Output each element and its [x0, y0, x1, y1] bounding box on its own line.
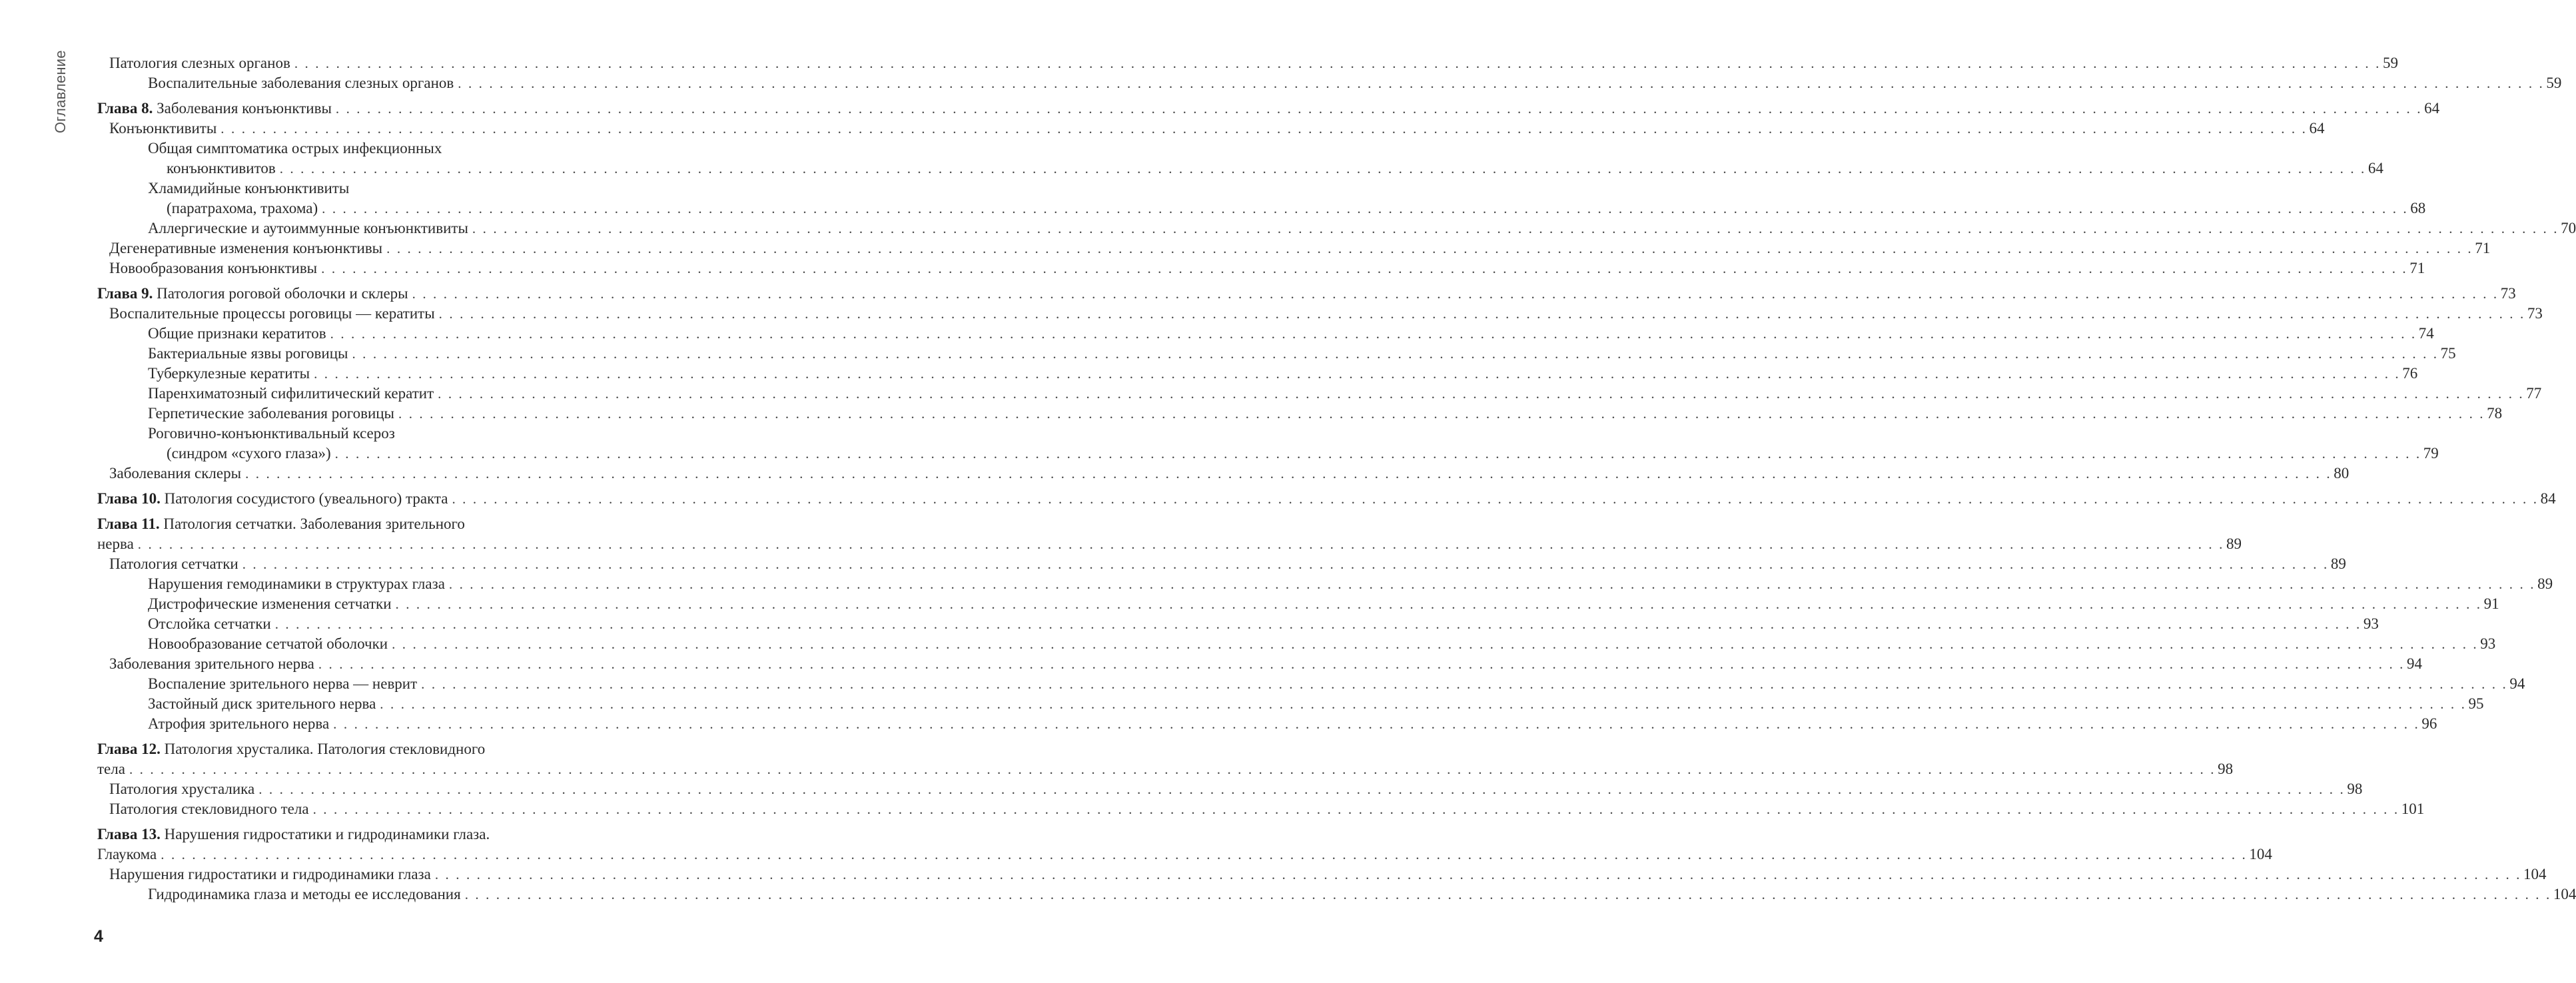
toc-section[interactable]	[97, 464, 2350, 484]
toc-line	[97, 344, 2456, 364]
toc-title-text: (синдром «сухого глаза»)	[167, 445, 331, 462]
toc-title-text: Конъюнктивиты	[109, 120, 217, 137]
toc-page-number: 71	[2475, 240, 2491, 256]
dot-leader: . . . . . . . . . . . . . . . . . . . . . . . . . . . . . . . . . . . . . . . . . . . . . . . . . . . . . . . . . . . . . . . . . . . . . . . . . . . . . . . . . . . . . . . . . . . . . . . . . . . . . . . . . . . . . . . . . . . . . . . . . . . . . . . . . . . . . . . . . . . . . . . . . . . . . . . . . . . . . . . . . . . . . . . . . . . . . . . . . . . . . . . . . . . . . . . . . . . . . . . .	[137, 536, 2224, 552]
dot-leader: . . . . . . . . . . . . . . . . . . . . . . . . . . . . . . . . . . . . . . . . . . . . . . . . . . . . . . . . . . . . . . . . . . . . . . . . . . . . . . . . . . . . . . . . . . . . . . . . . . . . . . . . . . . . . . . . . . . . . . . . . . . . . . . . . . . . . . . . . . . . . . . . . . . . . . . . . . . . . . . . . . . . . . . . . . . . . . . . . . . . . . . . . . . . . . . . . . . . . . . .	[245, 466, 2332, 482]
dot-leader: . . . . . . . . . . . . . . . . . . . . . . . . . . . . . . . . . . . . . . . . . . . . . . . . . . . . . . . . . . . . . . . . . . . . . . . . . . . . . . . . . . . . . . . . . . . . . . . . . . . . . . . . . . . . . . . . . . . . . . . . . . . . . . . . . . . . . . . . . . . . . . . . . . . . . . . . . . . . . . . . . . . . . . . . . . . . . . . . . . . . . . . . . . . . . . . . . . . . . . . .	[161, 846, 2248, 862]
toc-title-text: Заболевания зрительного нерва	[109, 655, 314, 672]
toc-chapter[interactable]	[97, 284, 2516, 304]
toc-page-number: 64	[2367, 160, 2383, 176]
chapter-label: Глава 9.	[97, 285, 153, 302]
toc-title-text: Туберкулезные кератиты	[148, 365, 310, 382]
toc-line	[97, 238, 2491, 258]
toc-line	[97, 198, 2426, 218]
toc-line	[97, 384, 2542, 404]
toc-title	[148, 614, 275, 634]
toc-title	[148, 404, 398, 424]
toc-title	[109, 53, 294, 73]
toc-page-number: 101	[2401, 801, 2425, 817]
toc-page-number: 89	[2537, 575, 2553, 592]
toc-title-text: Общие признаки кератитов	[148, 325, 326, 342]
toc-line	[97, 284, 2516, 304]
toc-line	[97, 674, 2525, 694]
toc-title	[97, 759, 129, 779]
dot-leader: . . . . . . . . . . . . . . . . . . . . . . . . . . . . . . . . . . . . . . . . . . . . . . . . . . . . . . . . . . . . . . . . . . . . . . . . . . . . . . . . . . . . . . . . . . . . . . . . . . . . . . . . . . . . . . . . . . . . . . . . . . . . . . . . . . . . . . . . . . . . . . . . . . . . . . . . . . . . . . . . . . . . . . . . . . . . . . . . . . . . . . . . . . . . . . . . . . . . . . . .	[318, 656, 2405, 672]
dot-leader: . . . . . . . . . . . . . . . . . . . . . . . . . . . . . . . . . . . . . . . . . . . . . . . . . . . . . . . . . . . . . . . . . . . . . . . . . . . . . . . . . . . . . . . . . . . . . . . . . . . . . . . . . . . . . . . . . . . . . . . . . . . . . . . . . . . . . . . . . . . . . . . . . . . . . . . . . . . . . . . . . . . . . . . . . . . . . . . . . . . . . . . . . . . . . . . . . . . . . . . .	[220, 121, 2308, 137]
toc-title-text: Герпетические заболевания роговицы	[148, 405, 395, 422]
toc-title	[148, 884, 465, 904]
toc-title-text: Атрофия зрительного нерва	[148, 715, 330, 732]
toc-title	[148, 574, 449, 594]
dot-leader: . . . . . . . . . . . . . . . . . . . . . . . . . . . . . . . . . . . . . . . . . . . . . . . . . . . . . . . . . . . . . . . . . . . . . . . . . . . . . . . . . . . . . . . . . . . . . . . . . . . . . . . . . . . . . . . . . . . . . . . . . . . . . . . . . . . . . . . . . . . . . . . . . . . . . . . . . . . . . . . . . . . . . . . . . . . . . . . . . . . . . . . . . . . . . . . . . . . . . . . .	[380, 696, 2467, 712]
toc-chapter[interactable]	[97, 489, 2556, 509]
toc-page-number: 76	[2402, 365, 2418, 382]
toc-line	[97, 364, 2418, 384]
toc-title	[148, 634, 392, 654]
toc-title-text: Аллергические и аутоиммунные конъюнктивиты	[148, 220, 468, 236]
toc-subsection[interactable]	[97, 384, 2542, 404]
toc-subsection[interactable]	[97, 714, 2437, 734]
toc-subsection[interactable]	[97, 594, 2499, 614]
toc-title	[148, 594, 396, 614]
toc-title-text: конъюнктивитов	[167, 160, 276, 176]
toc-line	[97, 159, 2383, 178]
toc-section[interactable]	[97, 799, 2425, 819]
dot-leader: . . . . . . . . . . . . . . . . . . . . . . . . . . . . . . . . . . . . . . . . . . . . . . . . . . . . . . . . . . . . . . . . . . . . . . . . . . . . . . . . . . . . . . . . . . . . . . . . . . . . . . . . . . . . . . . . . . . . . . . . . . . . . . . . . . . . . . . . . . . . . . . . . . . . . . . . . . . . . . . . . . . . . . . . . . . . . . . . . . . . . . . . . . . . . . . . . . . . . . . .	[412, 286, 2499, 302]
dot-leader: . . . . . . . . . . . . . . . . . . . . . . . . . . . . . . . . . . . . . . . . . . . . . . . . . . . . . . . . . . . . . . . . . . . . . . . . . . . . . . . . . . . . . . . . . . . . . . . . . . . . . . . . . . . . . . . . . . . . . . . . . . . . . . . . . . . . . . . . . . . . . . . . . . . . . . . . . . . . . . . . . . . . . . . . . . . . . . . . . . . . . . . . . . . . . . . . . . . . . . . .	[312, 801, 2399, 817]
toc-section[interactable]	[97, 554, 2346, 574]
dot-leader: . . . . . . . . . . . . . . . . . . . . . . . . . . . . . . . . . . . . . . . . . . . . . . . . . . . . . . . . . . . . . . . . . . . . . . . . . . . . . . . . . . . . . . . . . . . . . . . . . . . . . . . . . . . . . . . . . . . . . . . . . . . . . . . . . . . . . . . . . . . . . . . . . . . . . . . . . . . . . . . . . . . . . . . . . . . . . . . . . . . . . . . . . . . . . . . . . . . . . . . .	[294, 55, 2381, 71]
toc-page-number: 70	[2561, 220, 2576, 236]
toc-line	[97, 594, 2499, 614]
toc-title-text: Бактериальные язвы роговицы	[148, 345, 348, 362]
toc-title-text: Отслойка сетчатки	[148, 615, 271, 632]
toc-subsection[interactable]	[97, 614, 2379, 634]
toc-title	[109, 779, 258, 799]
toc-chapter[interactable]	[97, 514, 2242, 554]
toc-line	[97, 824, 629, 844]
toc-title-text: Воспалительные заболевания слезных органов	[148, 75, 454, 91]
toc-page-number: 96	[2421, 715, 2437, 732]
toc-line	[97, 53, 2398, 73]
toc-title	[97, 534, 138, 554]
toc-page-number: 64	[2424, 100, 2440, 117]
toc-title-text: Новообразование сетчатой оболочки	[148, 635, 388, 652]
toc-title-text: Общая симптоматика острых инфекционных	[148, 140, 442, 157]
toc-line	[97, 884, 2576, 904]
toc-title-text: Патология слезных органов	[109, 55, 290, 71]
toc-title-text: Паренхиматозный сифилитический кератит	[148, 385, 434, 402]
toc-line	[97, 258, 2425, 278]
toc-title-text: (паратрахома, трахома)	[167, 200, 318, 216]
toc-subsection[interactable]	[97, 574, 2553, 594]
toc-title-text: Патология сосудистого (увеального) тракта	[164, 490, 448, 507]
toc-page-number: 104	[2553, 886, 2576, 902]
toc-line	[97, 99, 2440, 119]
toc-page-number: 94	[2407, 655, 2423, 672]
dot-leader: . . . . . . . . . . . . . . . . . . . . . . . . . . . . . . . . . . . . . . . . . . . . . . . . . . . . . . . . . . . . . . . . . . . . . . . . . . . . . . . . . . . . . . . . . . . . . . . . . . . . . . . . . . . . . . . . . . . . . . . . . . . . . . . . . . . . . . . . . . . . . . . . . . . . . . . . . . . . . . . . . . . . . . . . . . . . . . . . . . . . . . . . . . . . . . . . . . . . . . . .	[322, 200, 2409, 216]
toc-line	[97, 514, 629, 534]
toc-title-text: Нарушения гемодинамики в структурах глаза	[148, 575, 445, 592]
toc-title-text: Дегенеративные изменения конъюнктивы	[109, 240, 383, 256]
dot-leader: . . . . . . . . . . . . . . . . . . . . . . . . . . . . . . . . . . . . . . . . . . . . . . . . . . . . . . . . . . . . . . . . . . . . . . . . . . . . . . . . . . . . . . . . . . . . . . . . . . . . . . . . . . . . . . . . . . . . . . . . . . . . . . . . . . . . . . . . . . . . . . . . . . . . . . . . . . . . . . . . . . . . . . . . . . . . . . . . . . . . . . . . . . . . . . . . . . . . . . . .	[472, 220, 2559, 236]
toc-page-number: 98	[2218, 761, 2234, 777]
toc-line	[97, 489, 2556, 509]
toc-page-number: 74	[2418, 325, 2434, 342]
toc-line	[97, 444, 2439, 464]
toc-line	[97, 694, 2484, 714]
dot-leader: . . . . . . . . . . . . . . . . . . . . . . . . . . . . . . . . . . . . . . . . . . . . . . . . . . . . . . . . . . . . . . . . . . . . . . . . . . . . . . . . . . . . . . . . . . . . . . . . . . . . . . . . . . . . . . . . . . . . . . . . . . . . . . . . . . . . . . . . . . . . . . . . . . . . . . . . . . . . . . . . . . . . . . . . . . . . . . . . . . . . . . . . . . . . . . . . . . . . . . . .	[395, 596, 2482, 612]
toc-title	[167, 444, 335, 464]
toc-title	[97, 284, 412, 304]
toc-page-number: 80	[2334, 465, 2350, 482]
toc-line	[97, 759, 2234, 779]
toc-page-number: 71	[2409, 260, 2425, 276]
toc-line	[97, 73, 2562, 93]
dot-leader: . . . . . . . . . . . . . . . . . . . . . . . . . . . . . . . . . . . . . . . . . . . . . . . . . . . . . . . . . . . . . . . . . . . . . . . . . . . . . . . . . . . . . . . . . . . . . . . . . . . . . . . . . . . . . . . . . . . . . . . . . . . . . . . . . . . . . . . . . . . . . . . . . . . . . . . . . . . . . . . . . . . . . . . . . . . . . . . . . . . . . . . . . . . . . . . . . . . . . . . .	[392, 636, 2479, 652]
toc-subsection[interactable]	[97, 694, 2484, 714]
toc-line	[97, 634, 2496, 654]
dot-leader: . . . . . . . . . . . . . . . . . . . . . . . . . . . . . . . . . . . . . . . . . . . . . . . . . . . . . . . . . . . . . . . . . . . . . . . . . . . . . . . . . . . . . . . . . . . . . . . . . . . . . . . . . . . . . . . . . . . . . . . . . . . . . . . . . . . . . . . . . . . . . . . . . . . . . . . . . . . . . . . . . . . . . . . . . . . . . . . . . . . . . . . . . . . . . . . . . . . . . . . .	[464, 886, 2551, 902]
toc-title	[167, 198, 322, 218]
toc-line	[97, 654, 2423, 674]
toc-title	[109, 654, 318, 674]
dot-leader: . . . . . . . . . . . . . . . . . . . . . . . . . . . . . . . . . . . . . . . . . . . . . . . . . . . . . . . . . . . . . . . . . . . . . . . . . . . . . . . . . . . . . . . . . . . . . . . . . . . . . . . . . . . . . . . . . . . . . . . . . . . . . . . . . . . . . . . . . . . . . . . . . . . . . . . . . . . . . . . . . . . . . . . . . . . . . . . . . . . . . . . . . . . . . . . . . . . . . . . .	[334, 446, 2421, 462]
toc-title	[148, 180, 349, 196]
toc-page-number: 93	[2480, 635, 2496, 652]
toc-subsection[interactable]	[97, 344, 2456, 364]
toc-chapter[interactable]	[97, 739, 2234, 779]
toc-section[interactable]	[97, 258, 2425, 278]
toc-title	[97, 826, 490, 842]
toc-page-number: 89	[2226, 535, 2242, 552]
toc-title	[148, 140, 442, 157]
toc-title	[109, 464, 245, 484]
toc-line	[97, 404, 2503, 424]
toc-subsection[interactable]	[97, 324, 2434, 344]
dot-leader: . . . . . . . . . . . . . . . . . . . . . . . . . . . . . . . . . . . . . . . . . . . . . . . . . . . . . . . . . . . . . . . . . . . . . . . . . . . . . . . . . . . . . . . . . . . . . . . . . . . . . . . . . . . . . . . . . . . . . . . . . . . . . . . . . . . . . . . . . . . . . . . . . . . . . . . . . . . . . . . . . . . . . . . . . . . . . . . . . . . . . . . . . . . . . . . . . . . . . . . .	[386, 240, 2473, 256]
dot-leader: . . . . . . . . . . . . . . . . . . . . . . . . . . . . . . . . . . . . . . . . . . . . . . . . . . . . . . . . . . . . . . . . . . . . . . . . . . . . . . . . . . . . . . . . . . . . . . . . . . . . . . . . . . . . . . . . . . . . . . . . . . . . . . . . . . . . . . . . . . . . . . . . . . . . . . . . . . . . . . . . . . . . . . . . . . . . . . . . . . . . . . . . . . . . . . . . . . . . . . . .	[438, 306, 2525, 322]
toc-page-number: 89	[2330, 555, 2346, 572]
toc-title	[148, 694, 380, 714]
toc-title-text: Глаукома	[97, 846, 157, 862]
toc-title	[97, 844, 161, 864]
chapter-label: Глава 12.	[97, 741, 161, 757]
toc-title	[109, 799, 313, 819]
dot-leader: . . . . . . . . . . . . . . . . . . . . . . . . . . . . . . . . . . . . . . . . . . . . . . . . . . . . . . . . . . . . . . . . . . . . . . . . . . . . . . . . . . . . . . . . . . . . . . . . . . . . . . . . . . . . . . . . . . . . . . . . . . . . . . . . . . . . . . . . . . . . . . . . . . . . . . . . . . . . . . . . . . . . . . . . . . . . . . . . . . . . . . . . . . . . . . . . . . . . . . . .	[452, 491, 2539, 507]
toc-subsection[interactable]	[97, 674, 2525, 694]
toc-title-text: Патология сетчатки	[109, 555, 238, 572]
toc-page-number: 75	[2440, 345, 2456, 362]
toc-subsection[interactable]	[97, 884, 2576, 904]
toc-title	[148, 384, 438, 404]
toc-page-number: 104	[2523, 866, 2547, 882]
chapter-label: Глава 8.	[97, 100, 153, 117]
toc-page-number: 59	[2382, 55, 2398, 71]
dot-leader: . . . . . . . . . . . . . . . . . . . . . . . . . . . . . . . . . . . . . . . . . . . . . . . . . . . . . . . . . . . . . . . . . . . . . . . . . . . . . . . . . . . . . . . . . . . . . . . . . . . . . . . . . . . . . . . . . . . . . . . . . . . . . . . . . . . . . . . . . . . . . . . . . . . . . . . . . . . . . . . . . . . . . . . . . . . . . . . . . . . . . . . . . . . . . . . . . . . . . . . .	[279, 161, 2366, 176]
toc-title-text: Патология стекловидного тела	[109, 801, 309, 817]
toc-title	[148, 73, 458, 93]
dot-leader: . . . . . . . . . . . . . . . . . . . . . . . . . . . . . . . . . . . . . . . . . . . . . . . . . . . . . . . . . . . . . . . . . . . . . . . . . . . . . . . . . . . . . . . . . . . . . . . . . . . . . . . . . . . . . . . . . . . . . . . . . . . . . . . . . . . . . . . . . . . . . . . . . . . . . . . . . . . . . . . . . . . . . . . . . . . . . . . . . . . . . . . . . . . . . . . . . . . . . . . .	[352, 346, 2439, 362]
toc-line	[97, 324, 2434, 344]
toc-title	[109, 864, 435, 884]
toc-page-number: 98	[2347, 781, 2363, 797]
toc-title-text: Патология хрусталика	[109, 781, 255, 797]
toc-subsection[interactable]	[97, 634, 2496, 654]
table-of-contents	[97, 53, 2576, 904]
toc-page-number: 73	[2500, 285, 2516, 302]
page-number: 4	[94, 927, 103, 946]
toc-page-number: 104	[2249, 846, 2272, 862]
toc-title	[109, 238, 386, 258]
toc-title	[148, 218, 472, 238]
toc-title-text: Хламидийные конъюнктивиты	[148, 180, 350, 196]
toc-page-number: 78	[2487, 405, 2503, 422]
dot-leader: . . . . . . . . . . . . . . . . . . . . . . . . . . . . . . . . . . . . . . . . . . . . . . . . . . . . . . . . . . . . . . . . . . . . . . . . . . . . . . . . . . . . . . . . . . . . . . . . . . . . . . . . . . . . . . . . . . . . . . . . . . . . . . . . . . . . . . . . . . . . . . . . . . . . . . . . . . . . . . . . . . . . . . . . . . . . . . . . . . . . . . . . . . . . . . . . . . . . . . . .	[274, 616, 2361, 632]
dot-leader: . . . . . . . . . . . . . . . . . . . . . . . . . . . . . . . . . . . . . . . . . . . . . . . . . . . . . . . . . . . . . . . . . . . . . . . . . . . . . . . . . . . . . . . . . . . . . . . . . . . . . . . . . . . . . . . . . . . . . . . . . . . . . . . . . . . . . . . . . . . . . . . . . . . . . . . . . . . . . . . . . . . . . . . . . . . . . . . . . . . . . . . . . . . . . . . . . . . . . . . .	[321, 260, 2408, 276]
toc-title-text: Патология хрусталика. Патология стекловидного	[164, 741, 486, 757]
toc-title	[109, 119, 220, 139]
toc-title	[148, 344, 352, 364]
dot-leader: . . . . . . . . . . . . . . . . . . . . . . . . . . . . . . . . . . . . . . . . . . . . . . . . . . . . . . . . . . . . . . . . . . . . . . . . . . . . . . . . . . . . . . . . . . . . . . . . . . . . . . . . . . . . . . . . . . . . . . . . . . . . . . . . . . . . . . . . . . . . . . . . . . . . . . . . . . . . . . . . . . . . . . . . . . . . . . . . . . . . . . . . . . . . . . . . . . . . . . . .	[434, 866, 2522, 882]
toc-subsection[interactable]	[97, 404, 2503, 424]
chapter-label: Глава 11.	[97, 515, 160, 532]
toc-title	[109, 554, 242, 574]
toc-title	[97, 489, 452, 509]
toc-title-text: Воспалительные процессы роговицы — кератиты	[109, 305, 435, 322]
toc-title-text: Заболевания конъюнктивы	[157, 100, 332, 117]
toc-chapter[interactable]	[97, 824, 2272, 864]
toc-page-number: 93	[2363, 615, 2379, 632]
dot-leader: . . . . . . . . . . . . . . . . . . . . . . . . . . . . . . . . . . . . . . . . . . . . . . . . . . . . . . . . . . . . . . . . . . . . . . . . . . . . . . . . . . . . . . . . . . . . . . . . . . . . . . . . . . . . . . . . . . . . . . . . . . . . . . . . . . . . . . . . . . . . . . . . . . . . . . . . . . . . . . . . . . . . . . . . . . . . . . . . . . . . . . . . . . . . . . . . . . . . . . . .	[333, 716, 2420, 732]
toc-subsection[interactable]	[97, 73, 2562, 93]
toc-page-number: 95	[2468, 695, 2484, 712]
running-head-vertical: Оглавление	[52, 50, 69, 133]
toc-title-text: Дистрофические изменения сетчатки	[148, 595, 392, 612]
toc-section[interactable]	[97, 654, 2423, 674]
dot-leader: . . . . . . . . . . . . . . . . . . . . . . . . . . . . . . . . . . . . . . . . . . . . . . . . . . . . . . . . . . . . . . . . . . . . . . . . . . . . . . . . . . . . . . . . . . . . . . . . . . . . . . . . . . . . . . . . . . . . . . . . . . . . . . . . . . . . . . . . . . . . . . . . . . . . . . . . . . . . . . . . . . . . . . . . . . . . . . . . . . . . . . . . . . . . . . . . . . . . . . . .	[258, 781, 2346, 797]
toc-line	[97, 534, 2242, 554]
toc-title	[97, 515, 465, 532]
toc-section[interactable]	[97, 53, 2398, 73]
toc-page-number: 94	[2509, 675, 2525, 692]
toc-line	[97, 218, 2576, 238]
toc-line	[97, 779, 2363, 799]
toc-line	[97, 799, 2425, 819]
toc-line	[97, 554, 2346, 574]
toc-line	[97, 844, 2272, 864]
toc-title	[148, 324, 330, 344]
toc-line	[97, 119, 2325, 139]
toc-line	[97, 139, 629, 159]
toc-page-number: 84	[2540, 490, 2556, 507]
toc-page-number: 77	[2526, 385, 2542, 402]
dot-leader: . . . . . . . . . . . . . . . . . . . . . . . . . . . . . . . . . . . . . . . . . . . . . . . . . . . . . . . . . . . . . . . . . . . . . . . . . . . . . . . . . . . . . . . . . . . . . . . . . . . . . . . . . . . . . . . . . . . . . . . . . . . . . . . . . . . . . . . . . . . . . . . . . . . . . . . . . . . . . . . . . . . . . . . . . . . . . . . . . . . . . . . . . . . . . . . . . . . . . . . .	[438, 386, 2525, 402]
toc-line	[97, 864, 2547, 884]
toc-line	[97, 739, 629, 759]
toc-line	[97, 424, 629, 444]
toc-title	[109, 304, 439, 324]
toc-title	[148, 364, 314, 384]
toc-title-text: нерва	[97, 535, 134, 552]
dot-leader: . . . . . . . . . . . . . . . . . . . . . . . . . . . . . . . . . . . . . . . . . . . . . . . . . . . . . . . . . . . . . . . . . . . . . . . . . . . . . . . . . . . . . . . . . . . . . . . . . . . . . . . . . . . . . . . . . . . . . . . . . . . . . . . . . . . . . . . . . . . . . . . . . . . . . . . . . . . . . . . . . . . . . . . . . . . . . . . . . . . . . . . . . . . . . . . . . . . . . . . .	[129, 761, 2216, 777]
toc-page-number: 64	[2309, 120, 2325, 137]
toc-subsection[interactable]	[97, 364, 2418, 384]
chapter-label: Глава 13.	[97, 826, 161, 842]
dot-leader: . . . . . . . . . . . . . . . . . . . . . . . . . . . . . . . . . . . . . . . . . . . . . . . . . . . . . . . . . . . . . . . . . . . . . . . . . . . . . . . . . . . . . . . . . . . . . . . . . . . . . . . . . . . . . . . . . . . . . . . . . . . . . . . . . . . . . . . . . . . . . . . . . . . . . . . . . . . . . . . . . . . . . . . . . . . . . . . . . . . . . . . . . . . . . . . . . . . . . . . .	[330, 326, 2417, 342]
toc-title	[97, 741, 485, 757]
toc-title-text: Нарушения гидростатики и гидродинамики глаза.	[164, 826, 490, 842]
toc-section[interactable]	[97, 779, 2363, 799]
toc-subsection[interactable]	[97, 139, 2383, 178]
toc-title-text: Патология сетчатки. Заболевания зрительного	[163, 515, 465, 532]
dot-leader: . . . . . . . . . . . . . . . . . . . . . . . . . . . . . . . . . . . . . . . . . . . . . . . . . . . . . . . . . . . . . . . . . . . . . . . . . . . . . . . . . . . . . . . . . . . . . . . . . . . . . . . . . . . . . . . . . . . . . . . . . . . . . . . . . . . . . . . . . . . . . . . . . . . . . . . . . . . . . . . . . . . . . . . . . . . . . . . . . . . . . . . . . . . . . . . . . . . . . . . .	[335, 101, 2423, 117]
toc-subsection[interactable]	[97, 218, 2576, 238]
dot-leader: . . . . . . . . . . . . . . . . . . . . . . . . . . . . . . . . . . . . . . . . . . . . . . . . . . . . . . . . . . . . . . . . . . . . . . . . . . . . . . . . . . . . . . . . . . . . . . . . . . . . . . . . . . . . . . . . . . . . . . . . . . . . . . . . . . . . . . . . . . . . . . . . . . . . . . . . . . . . . . . . . . . . . . . . . . . . . . . . . . . . . . . . . . . . . . . . . . . . . . . .	[398, 406, 2485, 422]
toc-line	[97, 304, 2543, 324]
toc-page-number: 79	[2423, 445, 2439, 462]
toc-title	[148, 714, 333, 734]
toc-title-text: тела	[97, 761, 125, 777]
toc-title	[148, 425, 395, 442]
dot-leader: . . . . . . . . . . . . . . . . . . . . . . . . . . . . . . . . . . . . . . . . . . . . . . . . . . . . . . . . . . . . . . . . . . . . . . . . . . . . . . . . . . . . . . . . . . . . . . . . . . . . . . . . . . . . . . . . . . . . . . . . . . . . . . . . . . . . . . . . . . . . . . . . . . . . . . . . . . . . . . . . . . . . . . . . . . . . . . . . . . . . . . . . . . . . . . . . . . . . . . . .	[314, 366, 2401, 382]
toc-section[interactable]	[97, 864, 2547, 884]
toc-chapter[interactable]	[97, 99, 2440, 119]
toc-title-text: Застойный диск зрительного нерва	[148, 695, 376, 712]
toc-subsection[interactable]	[97, 178, 2426, 218]
dot-leader: . . . . . . . . . . . . . . . . . . . . . . . . . . . . . . . . . . . . . . . . . . . . . . . . . . . . . . . . . . . . . . . . . . . . . . . . . . . . . . . . . . . . . . . . . . . . . . . . . . . . . . . . . . . . . . . . . . . . . . . . . . . . . . . . . . . . . . . . . . . . . . . . . . . . . . . . . . . . . . . . . . . . . . . . . . . . . . . . . . . . . . . . . . . . . . . . . . . . . . . .	[448, 576, 2536, 592]
toc-line	[97, 178, 629, 198]
toc-line	[97, 714, 2437, 734]
toc-title-text: Нарушения гидростатики и гидродинамики глаза	[109, 866, 431, 882]
toc-section[interactable]	[97, 119, 2325, 139]
dot-leader: . . . . . . . . . . . . . . . . . . . . . . . . . . . . . . . . . . . . . . . . . . . . . . . . . . . . . . . . . . . . . . . . . . . . . . . . . . . . . . . . . . . . . . . . . . . . . . . . . . . . . . . . . . . . . . . . . . . . . . . . . . . . . . . . . . . . . . . . . . . . . . . . . . . . . . . . . . . . . . . . . . . . . . . . . . . . . . . . . . . . . . . . . . . . . . . . . . . . . . . .	[421, 676, 2508, 692]
toc-title-text: Воспаление зрительного нерва — неврит	[148, 675, 418, 692]
toc-line	[97, 574, 2553, 594]
toc-title	[148, 674, 421, 694]
toc-page-number: 68	[2410, 200, 2426, 216]
toc-title	[167, 159, 280, 178]
toc-title-text: Новообразования конъюнктивы	[109, 260, 318, 276]
toc-line	[97, 614, 2379, 634]
toc-title-text: Роговично-конъюнктивальный ксероз	[148, 425, 395, 442]
toc-title-text: Заболевания склеры	[109, 465, 242, 482]
chapter-label: Глава 10.	[97, 490, 161, 507]
toc-title-text: Патология роговой оболочки и склеры	[157, 285, 408, 302]
toc-section[interactable]	[97, 304, 2543, 324]
toc-page-number: 91	[2483, 595, 2499, 612]
toc-subsection[interactable]	[97, 424, 2439, 464]
dot-leader: . . . . . . . . . . . . . . . . . . . . . . . . . . . . . . . . . . . . . . . . . . . . . . . . . . . . . . . . . . . . . . . . . . . . . . . . . . . . . . . . . . . . . . . . . . . . . . . . . . . . . . . . . . . . . . . . . . . . . . . . . . . . . . . . . . . . . . . . . . . . . . . . . . . . . . . . . . . . . . . . . . . . . . . . . . . . . . . . . . . . . . . . . . . . . . . . . . . . . . . .	[242, 556, 2329, 572]
toc-page-number: 59	[2546, 75, 2562, 91]
toc-line	[97, 464, 2350, 484]
dot-leader: . . . . . . . . . . . . . . . . . . . . . . . . . . . . . . . . . . . . . . . . . . . . . . . . . . . . . . . . . . . . . . . . . . . . . . . . . . . . . . . . . . . . . . . . . . . . . . . . . . . . . . . . . . . . . . . . . . . . . . . . . . . . . . . . . . . . . . . . . . . . . . . . . . . . . . . . . . . . . . . . . . . . . . . . . . . . . . . . . . . . . . . . . . . . . . . . . . . . . . . .	[458, 75, 2545, 91]
toc-title	[109, 258, 321, 278]
toc-title-text: Гидродинамика глаза и методы ее исследования	[148, 886, 461, 902]
toc-title	[97, 99, 336, 119]
toc-section[interactable]	[97, 238, 2491, 258]
toc-page-number: 73	[2527, 305, 2543, 322]
